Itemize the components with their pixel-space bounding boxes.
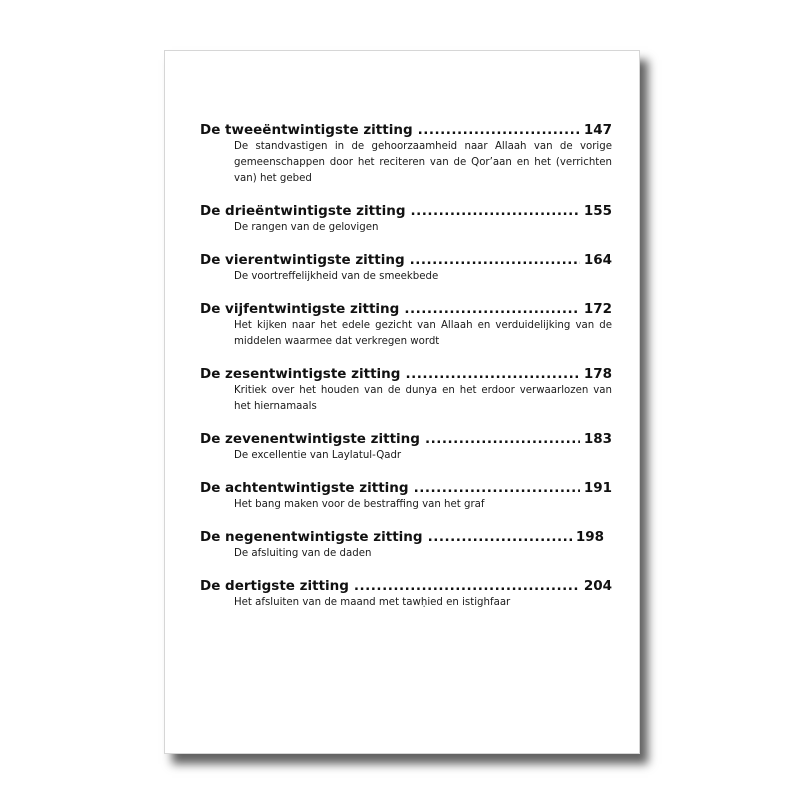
toc-entry-subtitle: De excellentie van Laylatul-Qadr bbox=[234, 450, 402, 461]
toc-entry-page: 164 bbox=[583, 252, 612, 268]
toc-leader-dots bbox=[354, 577, 580, 595]
book-page bbox=[164, 50, 640, 754]
toc-entry-page: 178 bbox=[583, 366, 612, 382]
toc-entry bbox=[200, 365, 612, 415]
toc-entry-heading bbox=[200, 202, 612, 220]
toc-entry bbox=[200, 121, 612, 187]
toc-entry bbox=[200, 479, 612, 513]
toc-leader-dots bbox=[418, 121, 580, 139]
toc-entry-subtitle: De voortreffelijkheid van de smeekbede bbox=[234, 271, 439, 282]
toc-entry bbox=[200, 430, 612, 464]
toc-entry-heading bbox=[200, 121, 612, 139]
toc-entry-title: De tweeëntwintigste zitting bbox=[200, 122, 413, 138]
toc-entry-subtitle: De afsluiting van de daden bbox=[234, 548, 372, 559]
toc-entry-page: 147 bbox=[583, 122, 612, 138]
toc-entry bbox=[200, 202, 612, 236]
toc-entry bbox=[200, 577, 612, 611]
toc-entry-page: 191 bbox=[583, 480, 612, 496]
toc-entry-subtitle: Het kijken naar het edele gezicht van Allaah en verduidelijking van de middelen waarmee dat verkregen wordt bbox=[234, 320, 612, 347]
toc-entry-subtitle: De rangen van de gelovigen bbox=[234, 222, 379, 233]
toc-entry-heading bbox=[200, 365, 612, 383]
toc-leader-dots bbox=[428, 528, 572, 546]
toc-leader-dots bbox=[410, 251, 580, 269]
toc-entry bbox=[200, 251, 612, 285]
toc-entry-title: De negenentwintigste zitting bbox=[200, 529, 423, 545]
toc-entry bbox=[200, 300, 612, 350]
toc-entry-heading bbox=[200, 577, 612, 595]
toc-leader-dots bbox=[410, 202, 579, 220]
toc-entry-page: 155 bbox=[583, 203, 612, 219]
toc-entry-subtitle: De standvastigen in de gehoorzaamheid naar Allaah van de vorige gemeenschappen door het reciteren van de Qor’aan en het (verrichten van) het gebed bbox=[234, 141, 612, 184]
toc-entry-title: De zesentwintigste zitting bbox=[200, 366, 401, 382]
toc-entry-page: 204 bbox=[583, 578, 612, 594]
toc-entry-title: De zevenentwintigste zitting bbox=[200, 431, 420, 447]
toc-entry-title: De vierentwintigste zitting bbox=[200, 252, 405, 268]
toc-entry-heading bbox=[200, 479, 612, 497]
toc-leader-dots bbox=[404, 300, 580, 318]
toc-entry-subtitle: Het bang maken voor de bestraffing van het graf bbox=[234, 499, 485, 510]
toc-entry-title: De achtentwintigste zitting bbox=[200, 480, 409, 496]
toc-entry-heading bbox=[200, 251, 612, 269]
toc-entry-subtitle: Het afsluiten van de maand met tawḥied en istighfaar bbox=[234, 597, 511, 608]
toc-entry-heading bbox=[200, 300, 612, 318]
toc-leader-dots bbox=[425, 430, 580, 448]
toc-entry-heading bbox=[200, 528, 612, 546]
toc-entry-page: 172 bbox=[583, 301, 612, 317]
toc-entry bbox=[200, 528, 612, 562]
toc-entry-title: De dertigste zitting bbox=[200, 578, 349, 594]
table-of-contents bbox=[200, 121, 612, 626]
toc-entry-page: 198 bbox=[575, 529, 604, 545]
toc-entry-subtitle: Kritiek over het houden van de dunya en het erdoor verwaarlozen van het hiernamaals bbox=[234, 385, 612, 412]
toc-leader-dots bbox=[414, 479, 580, 497]
toc-entry-page: 183 bbox=[583, 431, 612, 447]
toc-leader-dots bbox=[405, 365, 579, 383]
toc-entry-heading bbox=[200, 430, 612, 448]
toc-entry-title: De drieëntwintigste zitting bbox=[200, 203, 406, 219]
toc-entry-title: De vijfentwintigste zitting bbox=[200, 301, 400, 317]
